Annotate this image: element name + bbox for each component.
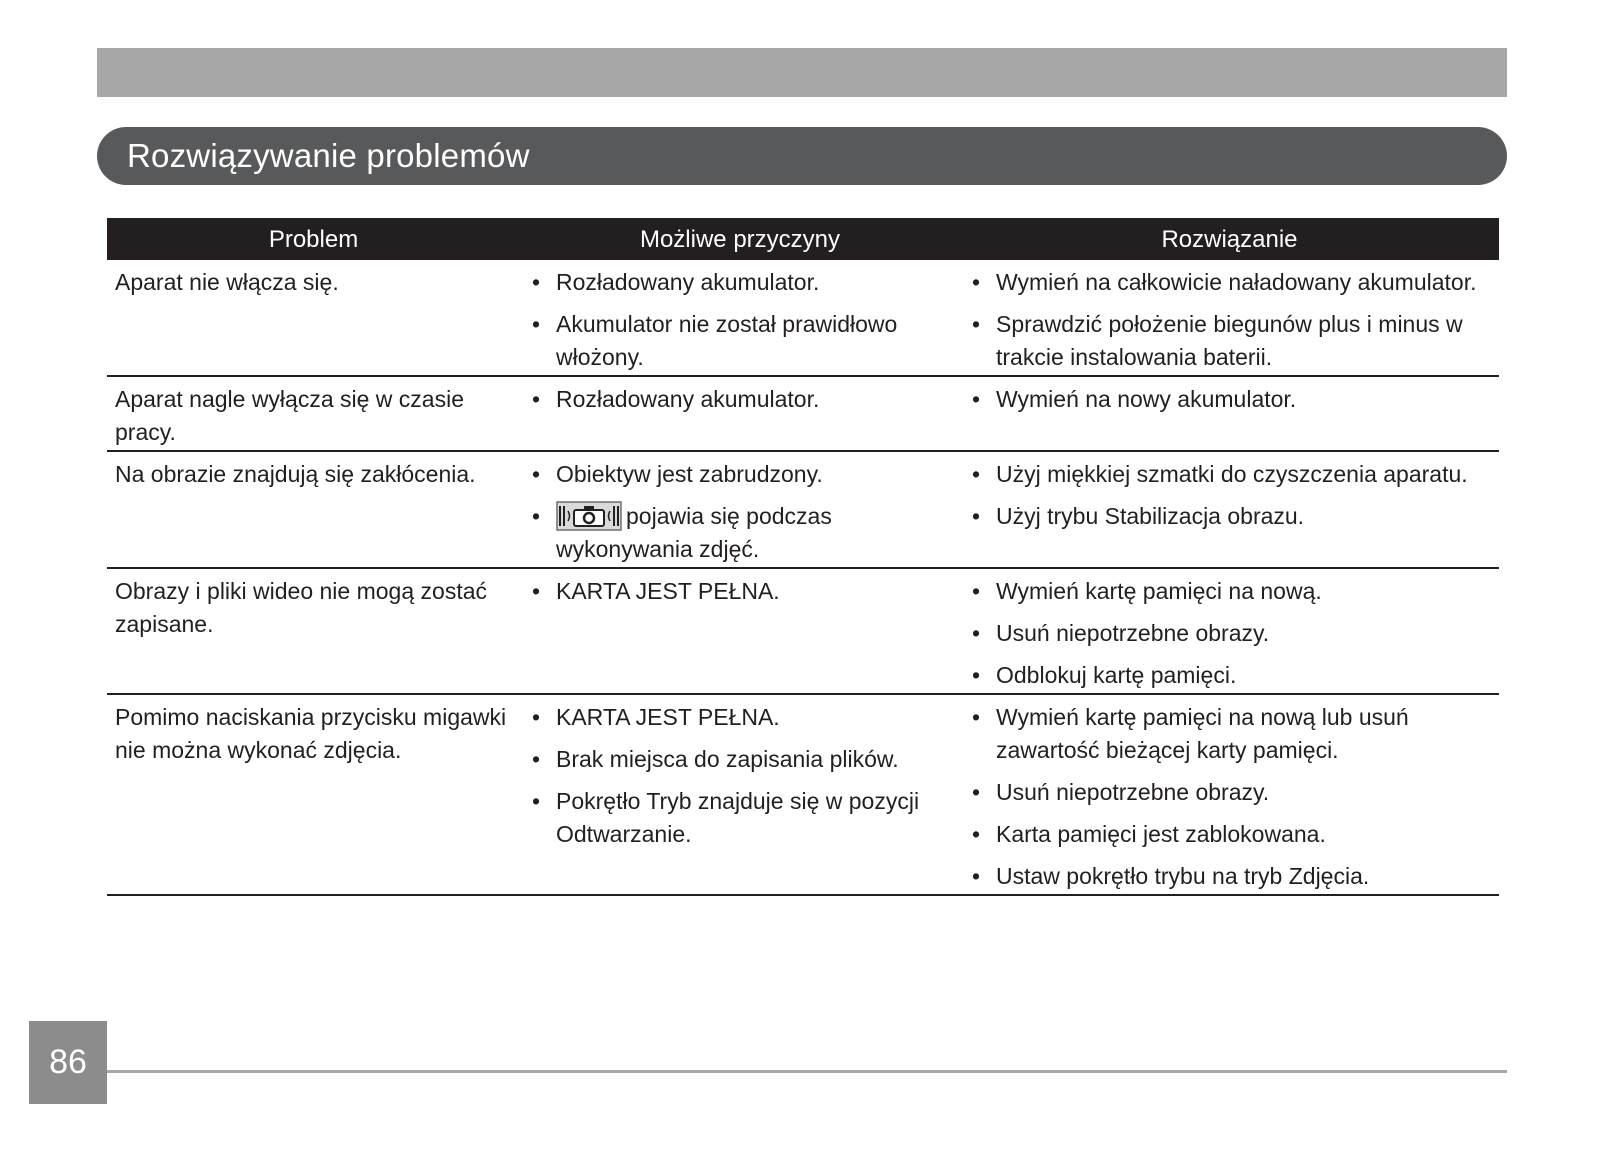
problem-cell: Obrazy i pliki wideo nie mogą zostać zapisane. [115, 578, 487, 637]
table-row [107, 451, 1499, 568]
cause-item-text: pojawia się podczas wykonywania zdjęć. [556, 503, 832, 562]
cause-item: • Obiektyw jest zabrudzony. [528, 458, 952, 491]
solutions-cell [960, 568, 1499, 694]
table-row [107, 260, 1499, 376]
cause-item-with-icon [528, 500, 952, 566]
solutions-cell [960, 694, 1499, 895]
column-header-solution: Rozwiązanie [960, 218, 1499, 260]
camera-shake-icon [556, 501, 622, 531]
section-title-bar [97, 127, 1507, 185]
problem-cell: Aparat nagle wyłącza się w czasie pracy. [115, 386, 464, 445]
cause-item: • Pokrętło Tryb znajduje się w pozycji Odtwarzanie. [528, 785, 952, 851]
troubleshooting-table [107, 218, 1499, 896]
solution-item: • Użyj miękkiej szmatki do czyszczenia aparatu. [968, 458, 1491, 491]
cause-item: • KARTA JEST PEŁNA. [528, 575, 952, 608]
causes-cell [520, 260, 960, 376]
table-header-row [107, 218, 1499, 260]
solutions-cell [960, 451, 1499, 568]
column-header-problem: Problem [107, 218, 520, 260]
solution-item: • Wymień kartę pamięci na nową. [968, 575, 1491, 608]
problem-cell: Na obrazie znajdują się zakłócenia. [115, 461, 476, 487]
cause-item: • Rozładowany akumulator. [528, 266, 952, 299]
solutions-cell [960, 376, 1499, 451]
solutions-cell [960, 260, 1499, 376]
column-header-causes: Możliwe przyczyny [520, 218, 960, 260]
table-row [107, 694, 1499, 895]
footer-rule [107, 1070, 1507, 1073]
solution-item: • Wymień na całkowicie naładowany akumulator. [968, 266, 1491, 299]
cause-item: • KARTA JEST PEŁNA. [528, 701, 952, 734]
causes-cell [520, 451, 960, 568]
causes-cell [520, 568, 960, 694]
page-number-tab [29, 1021, 107, 1104]
table-row [107, 376, 1499, 451]
solution-item: • Ustaw pokrętło trybu na tryb Zdjęcia. [968, 860, 1491, 893]
causes-cell [520, 694, 960, 895]
solution-item: • Sprawdzić położenie biegunów plus i minus w trakcie instalowania baterii. [968, 308, 1491, 374]
solution-item: • Odblokuj kartę pamięci. [968, 659, 1491, 692]
page-number: 86 [49, 1043, 87, 1081]
table-row [107, 568, 1499, 694]
top-band [97, 48, 1507, 97]
solution-item: • Użyj trybu Stabilizacja obrazu. [968, 500, 1491, 533]
page-title: Rozwiązywanie problemów [127, 137, 530, 174]
solution-item: • Wymień na nowy akumulator. [968, 383, 1491, 416]
causes-cell [520, 376, 960, 451]
cause-item: • Akumulator nie został prawidłowo włożony. [528, 308, 952, 374]
solution-item: • Usuń niepotrzebne obrazy. [968, 776, 1491, 809]
solution-item: • Usuń niepotrzebne obrazy. [968, 617, 1491, 650]
solution-item: • Karta pamięci jest zablokowana. [968, 818, 1491, 851]
solution-item: • Wymień kartę pamięci na nową lub usuń zawartość bieżącej karty pamięci. [968, 701, 1491, 767]
problem-cell: Pomimo naciskania przycisku migawki nie można wykonać zdjęcia. [115, 704, 507, 763]
problem-cell: Aparat nie włącza się. [115, 269, 339, 295]
cause-item: • Rozładowany akumulator. [528, 383, 952, 416]
cause-item: • Brak miejsca do zapisania plików. [528, 743, 952, 776]
